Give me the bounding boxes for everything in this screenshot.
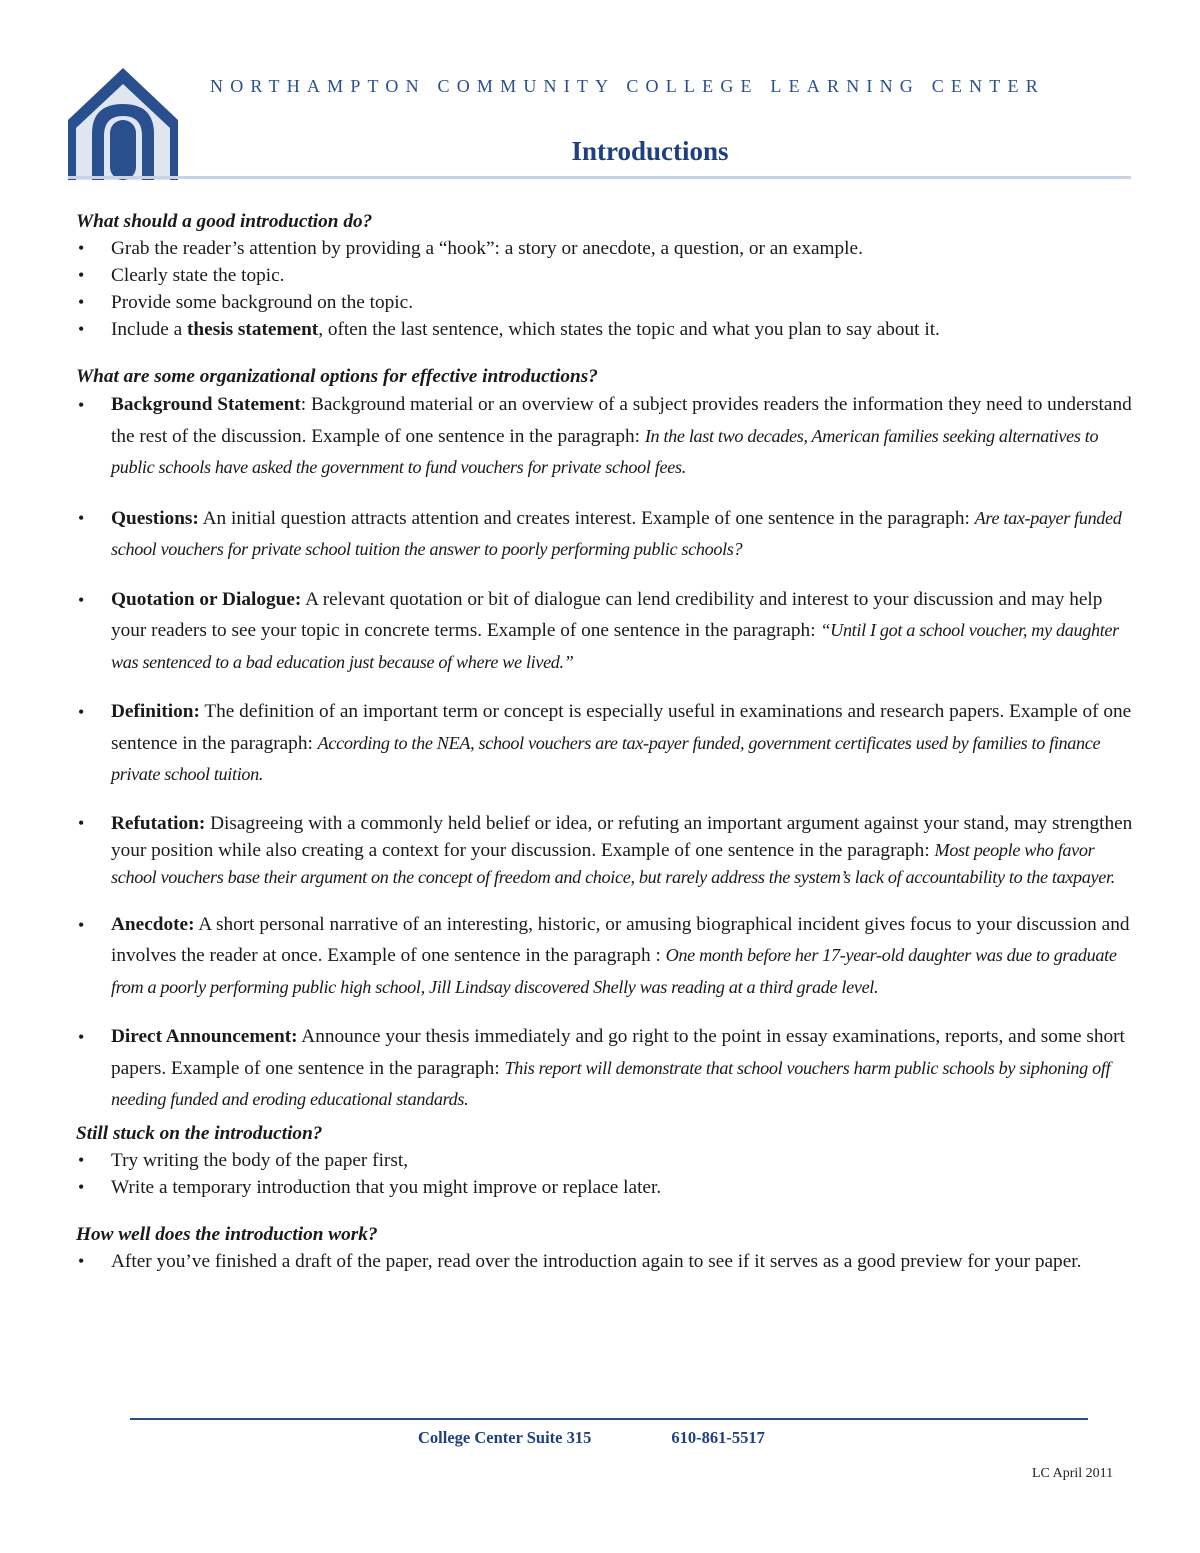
option-definition <box>76 697 1136 791</box>
option-quotation <box>76 585 1136 679</box>
option-example: Are tax-payer funded school vouchers for private school tuition the answer to poorly performing public schools? <box>111 507 1122 559</box>
option-label: Refutation: <box>111 812 206 834</box>
purpose-list <box>76 235 1136 343</box>
section-heading-stuck: Still stuck on the introduction? <box>76 1122 323 1144</box>
option-label: Quotation or Dialogue: <box>111 588 302 610</box>
option-text: : Background material or an overview of a subject provides readers the information they need to understand the rest of the discussion. Example of one sentence in the paragraph: <box>111 394 1132 447</box>
option-refutation <box>76 810 1136 891</box>
footer-phone: 610-861-5517 <box>671 1428 765 1447</box>
option-example: One month before her 17-year-old daughter was due to graduate from a poorly performing public high school, Jill Lindsay discovered Shelly was reading at a third grade level. <box>111 945 1117 997</box>
option-label: Background Statement <box>111 394 301 415</box>
list-item <box>76 316 1136 343</box>
thesis-prefix: Include a <box>111 319 188 340</box>
option-example: Most people who favor school vouchers base their argument on the concept of freedom and choice, but rarely address the system’s lack of accountability to the taxpayer. <box>111 839 1115 887</box>
thesis-suffix: , often the last sentence, which states the topic and what you plan to say about it. <box>318 319 940 340</box>
list-item: • Write a temporary introduction that you might improve or replace later. <box>76 1174 1136 1201</box>
option-label: Definition: <box>111 701 200 722</box>
options-list <box>76 390 1136 1116</box>
option-label: Direct Announcement: <box>111 1026 298 1047</box>
option-example: This report will demonstrate that school vouchers harm public schools by siphoning off needing funded and eroding educational standards. <box>111 1057 1111 1109</box>
title-divider <box>68 176 1131 179</box>
option-questions <box>76 503 1136 566</box>
option-text: Announce your thesis immediately and go right to the point in essay examinations, reports, and some short papers. Example of one sentence in the paragraph: <box>111 1026 1125 1079</box>
option-text: A relevant quotation or bit of dialogue can lend credibility and interest to your discussion and may help your readers to see your topic in concrete terms. Example of one sentence in the paragraph: <box>111 588 1103 641</box>
footer-contact <box>418 1428 765 1448</box>
option-example: “Until I got a school voucher, my daughter was sentenced to a bad education just because of where we lived.” <box>111 620 1119 672</box>
footer-location: College Center Suite 315 <box>418 1428 592 1447</box>
list-item: • Grab the reader’s attention by providing a “hook”: a story or anecdote, a question, or an example. <box>76 235 1136 262</box>
option-example: According to the NEA, school vouchers are tax-payer funded, government certificates used by families to finance private school tuition. <box>111 732 1101 784</box>
option-text: An initial question attracts attention and creates interest. Example of one sentence in the paragraph: <box>198 507 975 529</box>
evaluate-list <box>76 1248 1136 1275</box>
option-label: Questions: <box>111 507 199 529</box>
document-body <box>76 208 1136 1275</box>
footer-divider <box>130 1418 1088 1420</box>
section-heading-purpose: What should a good introduction do? <box>76 211 373 232</box>
option-text: The definition of an important term or concept is especially useful in examinations and research papers. Example of one sentence in the paragraph: <box>111 701 1132 754</box>
thesis-term: thesis statement <box>187 319 319 340</box>
option-label: Anecdote: <box>111 913 195 935</box>
option-direct-announcement <box>76 1022 1136 1116</box>
list-item: • After you’ve finished a draft of the paper, read over the introduction again to see if it serves as a good preview for your paper. <box>76 1248 1136 1275</box>
list-item: • Clearly state the topic. <box>76 262 1136 289</box>
option-anecdote <box>76 910 1136 1004</box>
option-text: A short personal narrative of an interesting, historic, or amusing biographical incident gives focus to your discussion and involves the reader at once. Example of one sentence in the paragraph : <box>111 913 1130 966</box>
organization-name: NORTHAMPTON COMMUNITY COLLEGE LEARNING CENTER <box>210 76 1045 96</box>
page-title: Introductions <box>571 136 729 166</box>
option-background-statement <box>76 390 1136 484</box>
stuck-list <box>76 1147 1136 1201</box>
option-text: Disagreeing with a commonly held belief or idea, or refuting an important argument against your stand, may strengthen your position while also creating a context for your discussion. Example of one sentence in the paragraph: <box>111 812 1133 861</box>
section-heading-evaluate: How well does the introduction work? <box>76 1223 378 1245</box>
option-example: In the last two decades, American families seeking alternatives to public schools have asked the government to fund vouchers for private school fees. <box>111 425 1099 477</box>
list-item: • Try writing the body of the paper first, <box>76 1147 1136 1174</box>
list-item: • Provide some background on the topic. <box>76 289 1136 316</box>
revision-date: LC April 2011 <box>1032 1466 1114 1481</box>
section-heading-options: What are some organizational options for effective introductions? <box>76 366 598 387</box>
